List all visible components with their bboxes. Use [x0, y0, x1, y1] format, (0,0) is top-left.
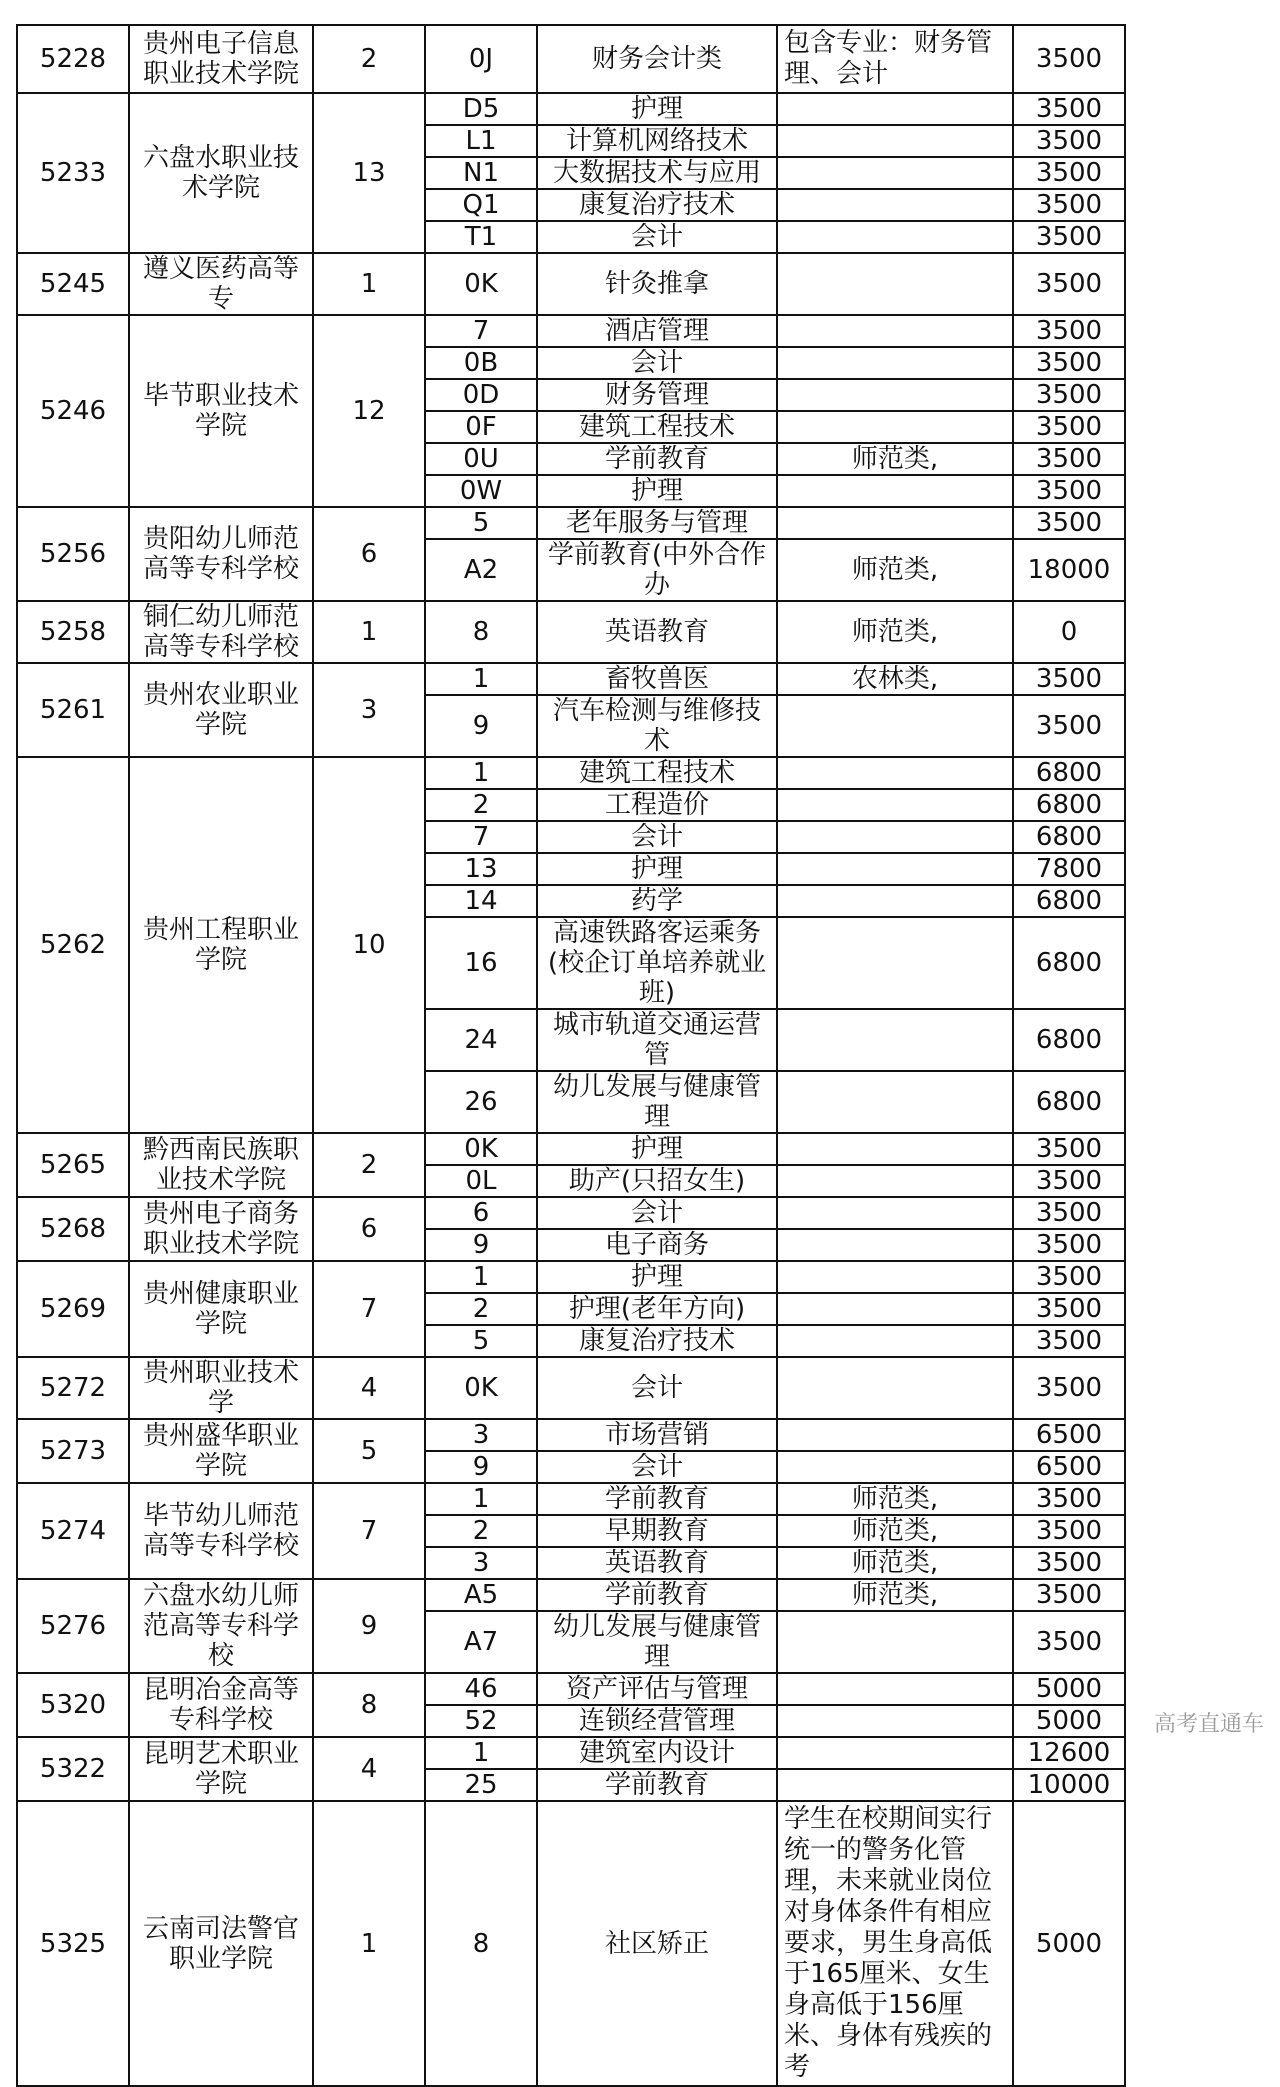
school-code-cell: 5274	[17, 1483, 129, 1579]
major-code-cell: 52	[425, 1705, 537, 1737]
note-cell	[777, 1419, 1013, 1451]
note-cell: 师范类,	[777, 1515, 1013, 1547]
tuition-cell: 10000	[1013, 1769, 1125, 1801]
note-cell	[777, 1165, 1013, 1197]
note-cell	[777, 379, 1013, 411]
major-code-cell: T1	[425, 221, 537, 253]
tuition-cell: 7800	[1013, 853, 1125, 885]
tuition-cell: 12600	[1013, 1737, 1125, 1769]
major-code-cell: 16	[425, 917, 537, 1009]
major-name-cell: 财务会计类	[537, 25, 777, 93]
note-cell: 师范类,	[777, 539, 1013, 601]
major-code-cell: 2	[425, 1293, 537, 1325]
school-name-cell: 云南司法警官职业学院	[129, 1801, 313, 2086]
plan-count-cell: 10	[313, 757, 425, 1133]
note-cell	[777, 189, 1013, 221]
note-cell: 学生在校期间实行统一的警务化管理，未来就业岗位对身体条件有相应要求，男生身高低于165厘米、女生身高低于156厘米、身体有残疾的考	[777, 1801, 1013, 2086]
major-name-cell: 药学	[537, 885, 777, 917]
major-code-cell: 3	[425, 1419, 537, 1451]
school-code-cell: 5272	[17, 1357, 129, 1419]
note-cell	[777, 885, 1013, 917]
plan-count-cell: 6	[313, 507, 425, 601]
tuition-cell: 3500	[1013, 695, 1125, 757]
major-code-cell: D5	[425, 93, 537, 125]
plan-count-cell: 3	[313, 663, 425, 757]
note-cell	[777, 157, 1013, 189]
school-code-cell: 5269	[17, 1261, 129, 1357]
major-name-cell: 会计	[537, 1197, 777, 1229]
tuition-cell: 3500	[1013, 411, 1125, 443]
tuition-cell: 5000	[1013, 1673, 1125, 1705]
major-name-cell: 老年服务与管理	[537, 507, 777, 539]
school-name-cell: 贵州职业技术学	[129, 1357, 313, 1419]
tuition-cell: 3500	[1013, 1547, 1125, 1579]
tuition-cell: 3500	[1013, 157, 1125, 189]
note-cell	[777, 853, 1013, 885]
major-name-cell: 会计	[537, 221, 777, 253]
major-code-cell: 0K	[425, 1133, 537, 1165]
major-code-cell: N1	[425, 157, 537, 189]
note-cell: 师范类,	[777, 601, 1013, 663]
major-code-cell: 5	[425, 1325, 537, 1357]
table-row	[17, 1673, 1125, 1705]
school-code-cell: 5265	[17, 1133, 129, 1197]
major-code-cell: 5	[425, 507, 537, 539]
major-code-cell: 0K	[425, 1357, 537, 1419]
tuition-cell: 3500	[1013, 475, 1125, 507]
major-name-cell: 针灸推拿	[537, 253, 777, 315]
table-row	[17, 507, 1125, 539]
major-name-cell: 康复治疗技术	[537, 1325, 777, 1357]
plan-count-cell: 12	[313, 315, 425, 507]
school-name-cell: 昆明冶金高等专科学校	[129, 1673, 313, 1737]
major-code-cell: 0W	[425, 475, 537, 507]
school-name-cell: 贵州盛华职业学院	[129, 1419, 313, 1483]
major-code-cell: 9	[425, 695, 537, 757]
tuition-cell: 3500	[1013, 189, 1125, 221]
school-name-cell: 遵义医药高等专	[129, 253, 313, 315]
school-name-cell: 黔西南民族职业技术学院	[129, 1133, 313, 1197]
tuition-cell: 3500	[1013, 1515, 1125, 1547]
table-row	[17, 1133, 1125, 1165]
major-name-cell: 学前教育	[537, 443, 777, 475]
major-name-cell: 幼儿发展与健康管理	[537, 1611, 777, 1673]
note-cell	[777, 125, 1013, 157]
school-name-cell: 毕节职业技术学院	[129, 315, 313, 507]
note-cell	[777, 1325, 1013, 1357]
major-name-cell: 学前教育	[537, 1483, 777, 1515]
note-cell: 农林类,	[777, 663, 1013, 695]
note-cell	[777, 1293, 1013, 1325]
school-name-cell: 贵州农业职业学院	[129, 663, 313, 757]
major-name-cell: 工程造价	[537, 789, 777, 821]
admission-plan-table	[16, 24, 1126, 2087]
table-row	[17, 1579, 1125, 1611]
major-name-cell: 康复治疗技术	[537, 189, 777, 221]
tuition-cell: 18000	[1013, 539, 1125, 601]
major-name-cell: 助产(只招女生)	[537, 1165, 777, 1197]
note-cell	[777, 93, 1013, 125]
note-cell	[777, 475, 1013, 507]
major-code-cell: 1	[425, 757, 537, 789]
plan-count-cell: 9	[313, 1579, 425, 1673]
school-name-cell: 贵州电子信息职业技术学院	[129, 25, 313, 93]
tuition-cell: 6800	[1013, 917, 1125, 1009]
school-code-cell: 5261	[17, 663, 129, 757]
note-cell: 师范类,	[777, 1579, 1013, 1611]
table-row	[17, 315, 1125, 347]
note-cell: 师范类,	[777, 443, 1013, 475]
school-name-cell: 贵州健康职业学院	[129, 1261, 313, 1357]
major-code-cell: 1	[425, 1737, 537, 1769]
major-name-cell: 护理	[537, 853, 777, 885]
note-cell	[777, 1737, 1013, 1769]
table-row	[17, 601, 1125, 663]
table-row	[17, 1801, 1125, 2086]
plan-count-cell: 6	[313, 1197, 425, 1261]
major-code-cell: 0L	[425, 1165, 537, 1197]
major-name-cell: 城市轨道交通运营管	[537, 1009, 777, 1071]
tuition-cell: 5000	[1013, 1801, 1125, 2086]
plan-count-cell: 1	[313, 601, 425, 663]
tuition-cell: 3500	[1013, 347, 1125, 379]
major-code-cell: 0B	[425, 347, 537, 379]
major-code-cell: 8	[425, 1801, 537, 2086]
plan-count-cell: 2	[313, 1133, 425, 1197]
plan-count-cell: 1	[313, 1801, 425, 2086]
major-name-cell: 早期教育	[537, 1515, 777, 1547]
school-code-cell: 5228	[17, 25, 129, 93]
major-name-cell: 社区矫正	[537, 1801, 777, 2086]
table-row	[17, 1261, 1125, 1293]
major-code-cell: L1	[425, 125, 537, 157]
school-code-cell: 5320	[17, 1673, 129, 1737]
major-code-cell: 1	[425, 663, 537, 695]
note-cell: 师范类,	[777, 1483, 1013, 1515]
major-code-cell: Q1	[425, 189, 537, 221]
school-name-cell: 六盘水职业技术学院	[129, 93, 313, 253]
school-code-cell: 5258	[17, 601, 129, 663]
tuition-cell: 3500	[1013, 315, 1125, 347]
major-name-cell: 建筑工程技术	[537, 411, 777, 443]
table-row	[17, 663, 1125, 695]
tuition-cell: 3500	[1013, 1261, 1125, 1293]
tuition-cell: 6800	[1013, 789, 1125, 821]
major-code-cell: 14	[425, 885, 537, 917]
table-row	[17, 93, 1125, 125]
major-code-cell: 0F	[425, 411, 537, 443]
major-name-cell: 电子商务	[537, 1229, 777, 1261]
tuition-cell: 3500	[1013, 253, 1125, 315]
note-cell	[777, 1197, 1013, 1229]
tuition-cell: 3500	[1013, 1579, 1125, 1611]
major-name-cell: 连锁经营管理	[537, 1705, 777, 1737]
major-name-cell: 高速铁路客运乘务(校企订单培养就业班)	[537, 917, 777, 1009]
major-code-cell: 9	[425, 1451, 537, 1483]
school-code-cell: 5322	[17, 1737, 129, 1801]
major-code-cell: 6	[425, 1197, 537, 1229]
major-code-cell: A5	[425, 1579, 537, 1611]
major-name-cell: 计算机网络技术	[537, 125, 777, 157]
note-cell: 师范类,	[777, 1547, 1013, 1579]
tuition-cell: 3500	[1013, 125, 1125, 157]
table-row	[17, 1357, 1125, 1419]
major-name-cell: 学前教育(中外合作办	[537, 539, 777, 601]
major-code-cell: 9	[425, 1229, 537, 1261]
note-cell	[777, 347, 1013, 379]
major-code-cell: 2	[425, 1515, 537, 1547]
school-name-cell: 贵州电子商务职业技术学院	[129, 1197, 313, 1261]
note-cell	[777, 1357, 1013, 1419]
note-cell	[777, 1133, 1013, 1165]
tuition-cell: 5000	[1013, 1705, 1125, 1737]
tuition-cell: 3500	[1013, 25, 1125, 93]
major-code-cell: A2	[425, 539, 537, 601]
note-cell	[777, 917, 1013, 1009]
note-cell	[777, 757, 1013, 789]
note-cell	[777, 695, 1013, 757]
major-name-cell: 护理	[537, 475, 777, 507]
tuition-cell: 6800	[1013, 757, 1125, 789]
table-row	[17, 1197, 1125, 1229]
major-name-cell: 市场营销	[537, 1419, 777, 1451]
note-cell	[777, 507, 1013, 539]
major-name-cell: 会计	[537, 821, 777, 853]
tuition-cell: 3500	[1013, 443, 1125, 475]
major-code-cell: 0J	[425, 25, 537, 93]
table-row	[17, 253, 1125, 315]
major-name-cell: 英语教育	[537, 601, 777, 663]
major-code-cell: 46	[425, 1673, 537, 1705]
note-cell	[777, 1229, 1013, 1261]
plan-count-cell: 2	[313, 25, 425, 93]
school-name-cell: 贵州工程职业学院	[129, 757, 313, 1133]
major-name-cell: 护理	[537, 93, 777, 125]
major-code-cell: 8	[425, 601, 537, 663]
major-name-cell: 会计	[537, 347, 777, 379]
major-name-cell: 建筑室内设计	[537, 1737, 777, 1769]
plan-count-cell: 7	[313, 1261, 425, 1357]
note-cell	[777, 1705, 1013, 1737]
note-cell	[777, 411, 1013, 443]
school-name-cell: 毕节幼儿师范高等专科学校	[129, 1483, 313, 1579]
note-cell	[777, 821, 1013, 853]
tuition-cell: 3500	[1013, 1133, 1125, 1165]
major-name-cell: 酒店管理	[537, 315, 777, 347]
note-cell	[777, 1769, 1013, 1801]
plan-count-cell: 8	[313, 1673, 425, 1737]
school-code-cell: 5325	[17, 1801, 129, 2086]
watermark-text: 高考直通车	[1153, 1712, 1264, 1737]
major-name-cell: 护理	[537, 1261, 777, 1293]
tuition-cell: 6800	[1013, 885, 1125, 917]
note-cell	[777, 1451, 1013, 1483]
school-code-cell: 5246	[17, 315, 129, 507]
major-code-cell: 0U	[425, 443, 537, 475]
school-code-cell: 5245	[17, 253, 129, 315]
tuition-cell: 3500	[1013, 663, 1125, 695]
major-name-cell: 幼儿发展与健康管理	[537, 1071, 777, 1133]
note-cell	[777, 789, 1013, 821]
tuition-cell: 3500	[1013, 1325, 1125, 1357]
school-code-cell: 5233	[17, 93, 129, 253]
tuition-cell: 3500	[1013, 1357, 1125, 1419]
major-code-cell: 13	[425, 853, 537, 885]
major-code-cell: 1	[425, 1261, 537, 1293]
major-code-cell: 25	[425, 1769, 537, 1801]
major-code-cell: 2	[425, 789, 537, 821]
school-code-cell: 5262	[17, 757, 129, 1133]
major-name-cell: 学前教育	[537, 1769, 777, 1801]
major-code-cell: 0D	[425, 379, 537, 411]
school-name-cell: 贵阳幼儿师范高等专科学校	[129, 507, 313, 601]
note-cell	[777, 315, 1013, 347]
school-code-cell: 5273	[17, 1419, 129, 1483]
note-cell	[777, 1611, 1013, 1673]
note-cell	[777, 1009, 1013, 1071]
tuition-cell: 3500	[1013, 1229, 1125, 1261]
tuition-cell: 0	[1013, 601, 1125, 663]
note-cell	[777, 1673, 1013, 1705]
major-code-cell: 0K	[425, 253, 537, 315]
note-cell	[777, 221, 1013, 253]
major-name-cell: 护理(老年方向)	[537, 1293, 777, 1325]
school-name-cell: 昆明艺术职业学院	[129, 1737, 313, 1801]
major-code-cell: A7	[425, 1611, 537, 1673]
plan-count-cell: 1	[313, 253, 425, 315]
tuition-cell: 6800	[1013, 1009, 1125, 1071]
tuition-cell: 3500	[1013, 1197, 1125, 1229]
major-code-cell: 7	[425, 315, 537, 347]
tuition-cell: 6800	[1013, 1071, 1125, 1133]
school-code-cell: 5276	[17, 1579, 129, 1673]
plan-count-cell: 13	[313, 93, 425, 253]
tuition-cell: 3500	[1013, 221, 1125, 253]
major-name-cell: 汽车检测与维修技术	[537, 695, 777, 757]
table-row	[17, 1419, 1125, 1451]
major-name-cell: 大数据技术与应用	[537, 157, 777, 189]
tuition-cell: 3500	[1013, 1611, 1125, 1673]
note-cell	[777, 1071, 1013, 1133]
note-cell	[777, 1261, 1013, 1293]
major-name-cell: 财务管理	[537, 379, 777, 411]
major-code-cell: 1	[425, 1483, 537, 1515]
table-body	[17, 25, 1125, 2086]
school-name-cell: 铜仁幼儿师范高等专科学校	[129, 601, 313, 663]
table-row	[17, 1737, 1125, 1769]
major-name-cell: 资产评估与管理	[537, 1673, 777, 1705]
table-row	[17, 25, 1125, 93]
school-name-cell: 六盘水幼儿师范高等专科学校	[129, 1579, 313, 1673]
major-code-cell: 3	[425, 1547, 537, 1579]
tuition-cell: 3500	[1013, 507, 1125, 539]
school-code-cell: 5268	[17, 1197, 129, 1261]
major-name-cell: 学前教育	[537, 1579, 777, 1611]
table-row	[17, 1483, 1125, 1515]
major-code-cell: 7	[425, 821, 537, 853]
tuition-cell: 3500	[1013, 1293, 1125, 1325]
major-code-cell: 26	[425, 1071, 537, 1133]
table-row	[17, 757, 1125, 789]
note-cell: 包含专业：财务管理、会计	[777, 25, 1013, 93]
tuition-cell: 3500	[1013, 93, 1125, 125]
tuition-cell: 3500	[1013, 1483, 1125, 1515]
plan-count-cell: 7	[313, 1483, 425, 1579]
note-cell	[777, 253, 1013, 315]
plan-count-cell: 5	[313, 1419, 425, 1483]
tuition-cell: 6800	[1013, 821, 1125, 853]
major-name-cell: 英语教育	[537, 1547, 777, 1579]
major-name-cell: 畜牧兽医	[537, 663, 777, 695]
major-name-cell: 会计	[537, 1451, 777, 1483]
major-code-cell: 24	[425, 1009, 537, 1071]
tuition-cell: 6500	[1013, 1419, 1125, 1451]
plan-count-cell: 4	[313, 1357, 425, 1419]
tuition-cell: 3500	[1013, 1165, 1125, 1197]
tuition-cell: 3500	[1013, 379, 1125, 411]
plan-count-cell: 4	[313, 1737, 425, 1801]
major-name-cell: 会计	[537, 1357, 777, 1419]
major-name-cell: 护理	[537, 1133, 777, 1165]
major-name-cell: 建筑工程技术	[537, 757, 777, 789]
tuition-cell: 6500	[1013, 1451, 1125, 1483]
school-code-cell: 5256	[17, 507, 129, 601]
